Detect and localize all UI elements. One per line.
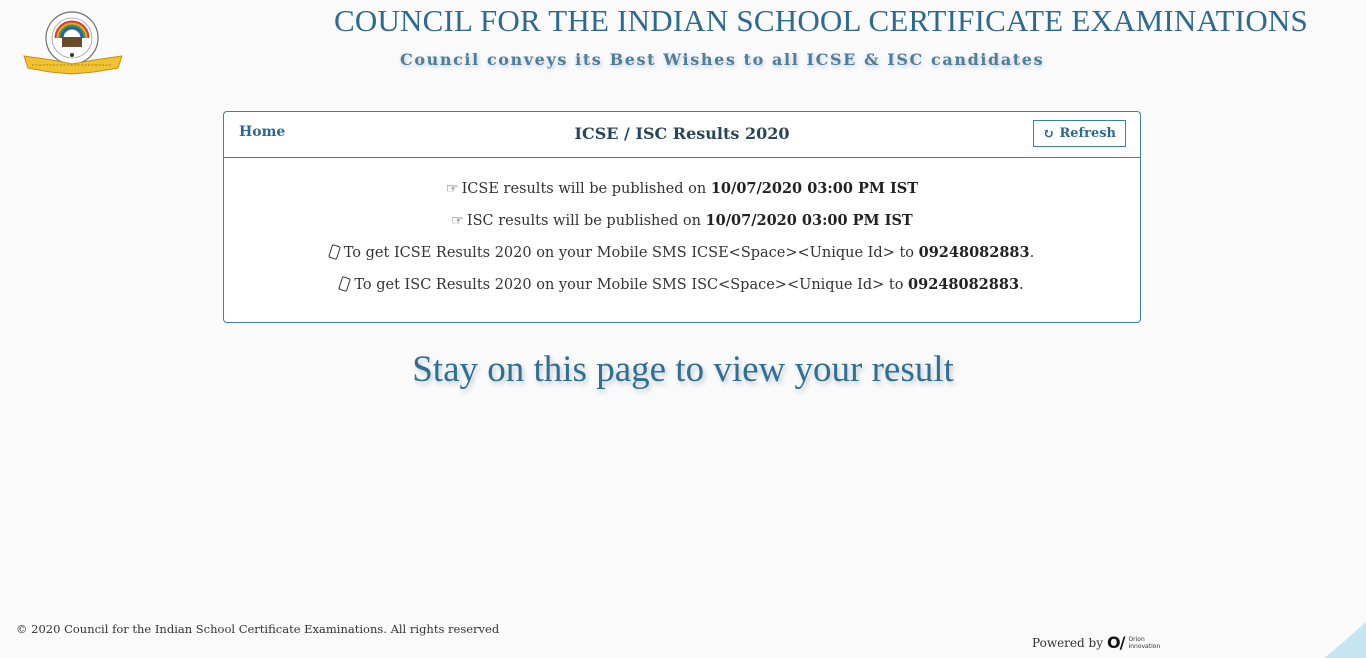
pointing-hand-icon: ☞ <box>451 213 464 229</box>
info-value: 10/07/2020 03:00 PM IST <box>705 212 913 229</box>
powered-by-label: Powered by <box>1032 636 1103 650</box>
panel-title: ICSE / ISC Results 2020 <box>574 124 790 143</box>
refresh-icon: ↻ <box>1042 125 1055 142</box>
info-value: 09248082883 <box>908 276 1020 293</box>
panel-header <box>224 112 1140 158</box>
orion-logo-icon: O/ <box>1106 633 1125 652</box>
site-title: COUNCIL FOR THE INDIAN SCHOOL CERTIFICATE EXAMINATIONS <box>334 3 1308 38</box>
home-link[interactable]: Home <box>239 124 286 140</box>
info-line-icse-sms: To get ICSE Results 2020 on your Mobile SMS ICSE<Space><Unique Id> to 09248082883. <box>224 242 1140 274</box>
info-value: 09248082883 <box>918 244 1030 261</box>
copyright-text: © 2020 Council for the Indian School Certificate Examinations. All rights reserved <box>16 622 500 636</box>
stay-message: Stay on this page to view your result <box>412 349 954 390</box>
info-text: To get ICSE Results 2020 on your Mobile SMS ICSE<Space><Unique Id> to <box>343 245 919 261</box>
info-text: To get ISC Results 2020 on your Mobile SMS ISC<Space><Unique Id> to <box>354 277 909 293</box>
site-subtitle: Council conveys its Best Wishes to all ICSE & ISC candidates <box>400 50 1045 69</box>
info-line-isc-sms: To get ISC Results 2020 on your Mobile SMS ISC<Space><Unique Id> to 09248082883. <box>224 274 1140 306</box>
refresh-label: Refresh <box>1059 126 1116 141</box>
pointing-hand-icon: ☞ <box>446 181 459 197</box>
info-line-icse-date <box>224 178 1140 210</box>
mobile-phone-icon <box>338 276 351 292</box>
cisce-emblem-icon <box>22 8 124 78</box>
info-line-isc-date <box>224 210 1140 242</box>
panel-body <box>224 158 1140 306</box>
info-value: 10/07/2020 03:00 PM IST <box>710 180 918 197</box>
info-text: ISC results will be published on <box>466 213 706 229</box>
vendor-name: Orion Innovation <box>1128 636 1161 650</box>
info-text: ICSE results will be published on <box>461 181 711 197</box>
powered-by[interactable] <box>1032 633 1161 652</box>
results-panel <box>223 111 1141 323</box>
refresh-button[interactable] <box>1033 120 1126 147</box>
mobile-phone-icon <box>328 244 341 260</box>
